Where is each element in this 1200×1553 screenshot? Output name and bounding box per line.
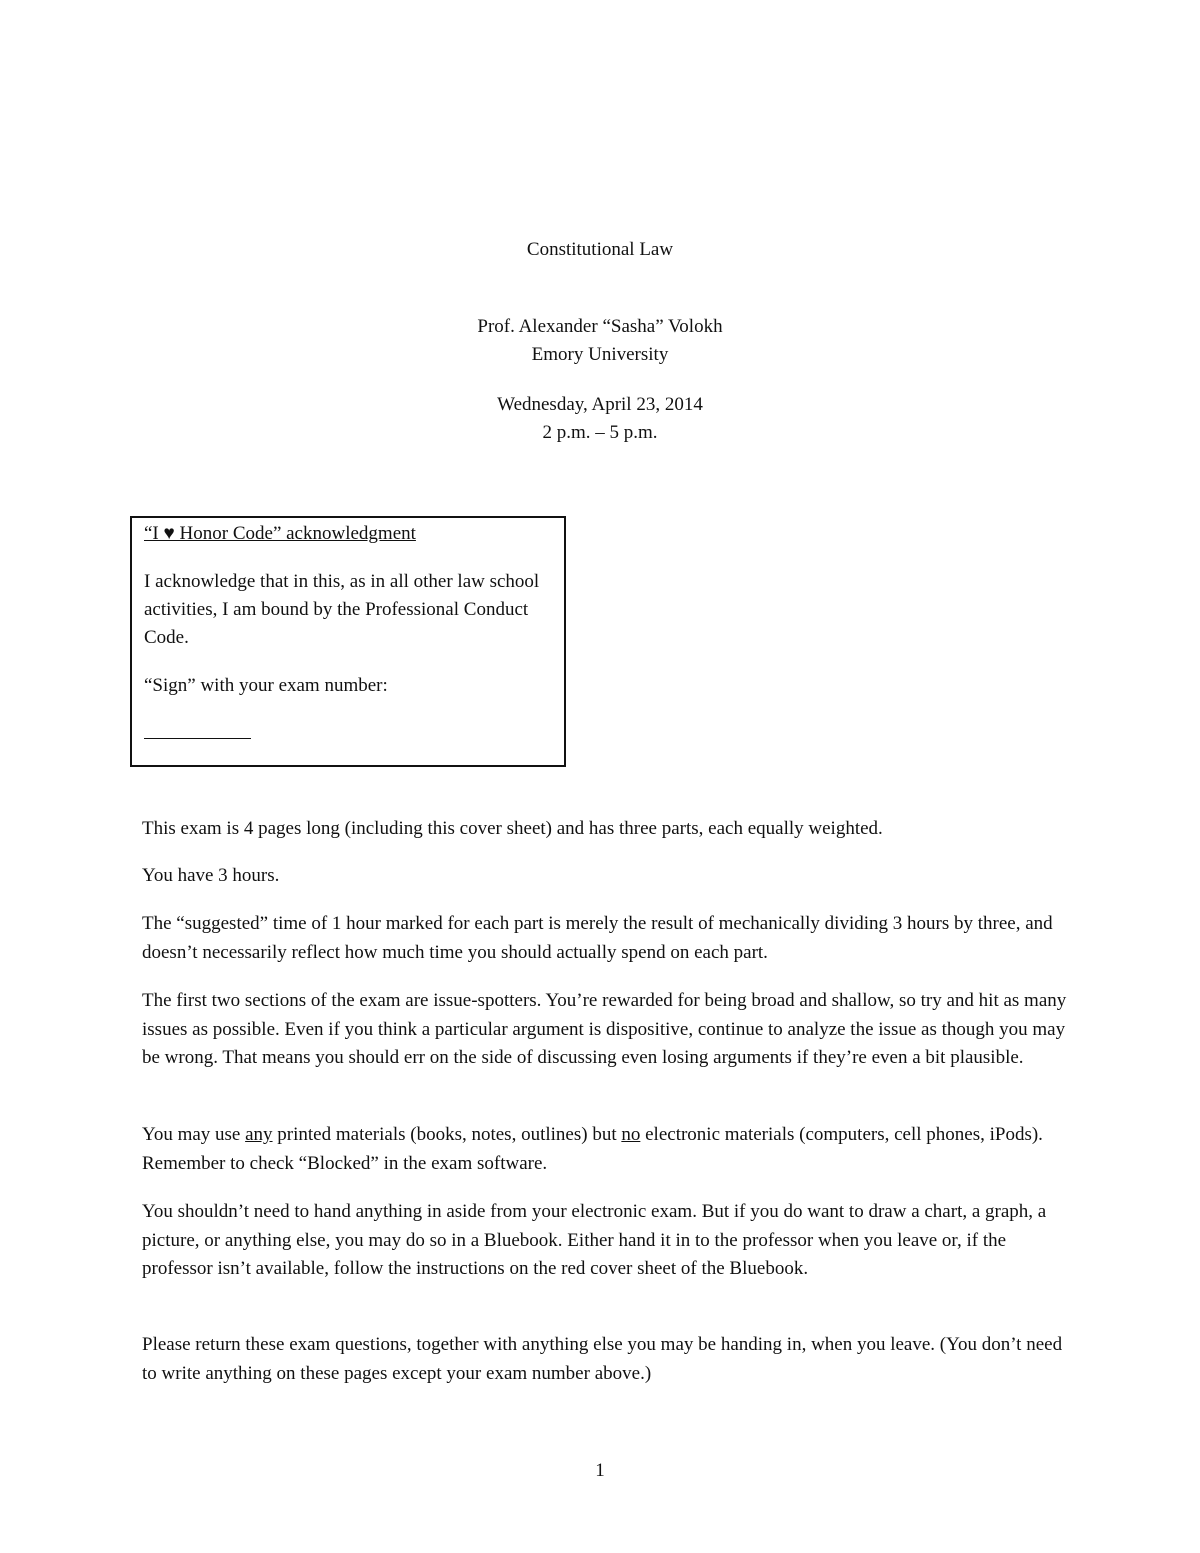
honor-code-heading: “I ♥ Honor Code” acknowledgment — [144, 523, 416, 544]
exam-number-signature-line — [144, 738, 251, 739]
exam-time: 2 p.m. – 5 p.m. — [542, 422, 658, 443]
honor-code-box — [130, 516, 566, 767]
instruction-pages: This exam is 4 pages long (including this cover sheet) and has three parts, each equally weighted. — [142, 818, 883, 839]
materials-text-a: You may use — [142, 1124, 246, 1145]
instruction-return: Please return these exam questions, together with anything else you may be handing in, when you leave. (You don’t need to write anything on these pages except your exam number above.) — [142, 1334, 1063, 1384]
professor-name: Prof. Alexander “Sasha” Volokh — [477, 316, 723, 337]
exam-date: Wednesday, April 23, 2014 — [497, 394, 703, 415]
page-number: 1 — [595, 1460, 605, 1481]
instruction-issue-spotters: The first two sections of the exam are issue-spotters. You’re rewarded for being broad and shallow, so try and hit as many issues as possible. Even if you think a particular argument is dispositive, continue to analyze the issue as though you may be wrong. That means you should err on the side of discussing even losing arguments if they’re even a bit plausible. — [142, 990, 1067, 1068]
materials-no: no — [621, 1124, 641, 1145]
instruction-suggested-time: The “suggested” time of 1 hour marked for each part is merely the result of mechanically dividing 3 hours by three, and doesn’t necessarily reflect how much time you should actually spend on each part. — [142, 913, 1053, 963]
honor-code-acknowledgment: I acknowledge that in this, as in all other law school activities, I am bound by the Professional Conduct Code. — [144, 571, 540, 648]
instruction-materials — [142, 1121, 1072, 1178]
materials-text-c: printed materials (books, notes, outlines) but — [272, 1124, 622, 1145]
course-title: Constitutional Law — [526, 239, 674, 260]
materials-text-e: electronic materials (computers, cell phones, iPods). Remember to check “Blocked” in the exam software. — [142, 1124, 1043, 1174]
instruction-duration: You have 3 hours. — [142, 865, 280, 886]
instruction-bluebook: You shouldn’t need to hand anything in aside from your electronic exam. But if you do want to draw a chart, a graph, a picture, or anything else, you may do so in a Bluebook. Either hand it in to the professor when you leave or, if the professor isn’t available, follow the instructions on the red cover sheet of the Bluebook. — [142, 1201, 1047, 1279]
sign-prompt: “Sign” with your exam number: — [144, 675, 388, 696]
materials-any: any — [245, 1124, 273, 1145]
university-name: Emory University — [531, 344, 669, 365]
